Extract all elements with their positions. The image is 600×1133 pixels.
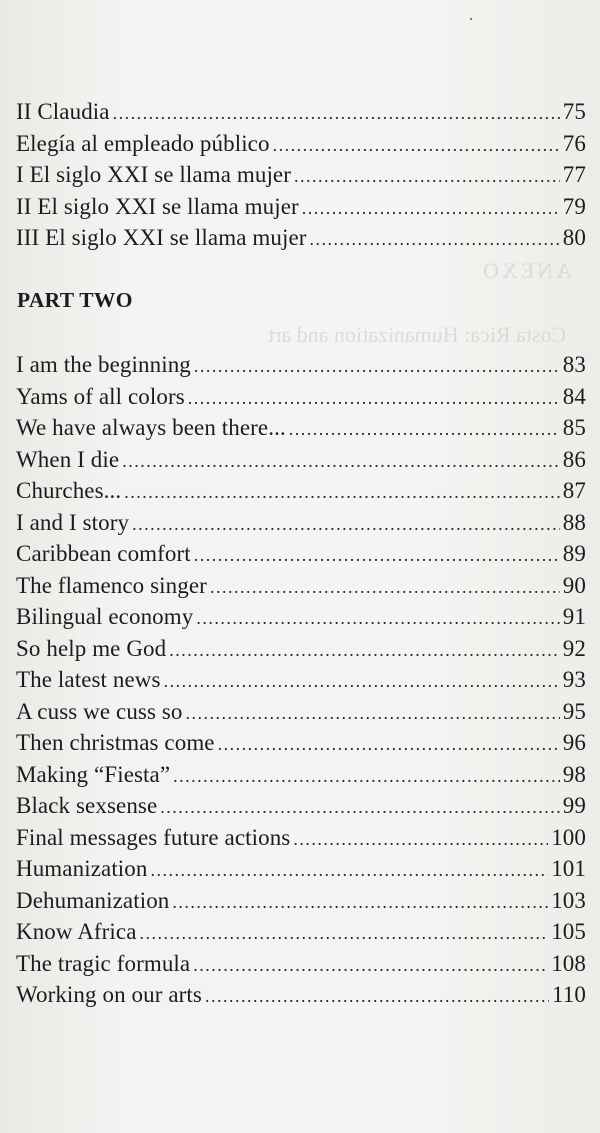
toc-entry xyxy=(16,159,586,191)
toc-entry-page-number: 103 xyxy=(551,887,586,913)
dot-leader xyxy=(113,98,560,130)
toc-entry-page-number: 86 xyxy=(562,446,586,472)
toc-entry-title: Churches... xyxy=(16,478,122,503)
toc-entry-page-number: 89 xyxy=(562,541,586,566)
toc-entry-page-number: 84 xyxy=(562,383,586,409)
bleed-through-anexo: ANEXO xyxy=(480,258,572,283)
toc-entry xyxy=(16,191,586,223)
dot-leader xyxy=(172,887,548,919)
toc-entry xyxy=(16,601,586,633)
toc-entry xyxy=(16,475,586,507)
toc-entry-title: When I die xyxy=(16,446,120,472)
toc-entry-title: Then christmas come xyxy=(16,730,215,755)
toc-entry xyxy=(16,853,586,885)
bleed-through-costa-rica: Costa Rica: Humanization and art xyxy=(268,322,567,347)
toc-entry-title: The tragic formula xyxy=(16,950,191,976)
toc-entry xyxy=(16,222,586,254)
toc-entry xyxy=(16,538,586,570)
part-two-heading: PART TWO xyxy=(17,288,133,312)
dot-leader xyxy=(302,193,560,225)
toc-entry-page-number: 108 xyxy=(551,950,586,976)
toc-entry xyxy=(16,507,586,539)
toc-entry-title: I and I story xyxy=(16,509,130,535)
toc-entry xyxy=(16,948,586,980)
dot-leader xyxy=(122,446,560,478)
toc-entry-page-number: 90 xyxy=(562,572,586,598)
toc-entry-title: Black sexsense xyxy=(16,793,158,818)
dot-leader xyxy=(188,383,560,415)
toc-entry xyxy=(16,412,586,444)
toc-entry-title: Yams of all colors xyxy=(16,383,185,409)
toc-entry xyxy=(16,128,586,160)
dot-leader xyxy=(294,161,560,193)
dot-leader xyxy=(218,729,560,761)
toc-entry-title: We have always been there... xyxy=(16,415,286,440)
toc-entry xyxy=(16,727,586,759)
toc-entry-page-number: 83 xyxy=(562,352,586,377)
toc-entry-title: Elegía al empleado público xyxy=(16,130,270,156)
toc-entry xyxy=(16,381,586,413)
toc-entry-page-number: 95 xyxy=(562,698,586,724)
ink-speck xyxy=(470,18,472,20)
toc-entry-page-number: 77 xyxy=(562,162,586,187)
toc-entry-title: The flamenco singer xyxy=(16,572,207,598)
toc-entry-page-number: 85 xyxy=(562,415,586,440)
toc-entry-title: Caribbean comfort xyxy=(16,541,191,566)
toc-entry xyxy=(16,916,586,948)
dot-leader xyxy=(293,824,548,856)
toc-entry-page-number: 92 xyxy=(562,635,586,661)
toc-entry-title: II El siglo XXI se llama mujer xyxy=(16,193,299,219)
dot-leader xyxy=(124,477,560,509)
dot-leader xyxy=(210,572,560,604)
dot-leader xyxy=(194,540,560,572)
dot-leader xyxy=(310,224,560,256)
toc-entry-title: Bilingual economy xyxy=(16,604,194,629)
dot-leader xyxy=(151,855,549,887)
toc-entry-page-number: 93 xyxy=(562,667,586,692)
toc-entry xyxy=(16,633,586,665)
dot-leader xyxy=(194,351,560,383)
toc-entry-page-number: 110 xyxy=(552,982,586,1007)
toc-entry-title: Humanization xyxy=(16,856,148,881)
toc-entry xyxy=(16,444,586,476)
toc-entry xyxy=(16,96,586,128)
dot-leader xyxy=(132,509,560,541)
toc-entry-title: I El siglo XXI se llama mujer xyxy=(16,162,292,187)
toc-entry-title: Working on our arts xyxy=(16,982,202,1007)
toc-entry-title: II Claudia xyxy=(16,99,110,124)
toc-entry-title: The latest news xyxy=(16,667,161,692)
toc-entry xyxy=(16,759,586,791)
toc-entry-page-number: 99 xyxy=(562,793,586,818)
toc-entry-page-number: 80 xyxy=(562,225,586,250)
dot-leader xyxy=(169,635,560,667)
dot-leader xyxy=(273,130,560,162)
toc-entry-page-number: 79 xyxy=(562,193,586,219)
toc-entry xyxy=(16,790,586,822)
toc-entry-title: Dehumanization xyxy=(16,887,170,913)
toc-list-part-two xyxy=(16,349,586,1011)
toc-entry-page-number: 91 xyxy=(562,604,586,629)
toc-entry-title: So help me God xyxy=(16,635,167,661)
toc-entry-title: III El siglo XXI se llama mujer xyxy=(16,225,307,250)
toc-entry-title: I am the beginning xyxy=(16,352,191,377)
toc-entry xyxy=(16,570,586,602)
toc-entry xyxy=(16,349,586,381)
dot-leader xyxy=(186,698,560,730)
dot-leader xyxy=(164,666,560,698)
dot-leader xyxy=(140,918,549,950)
dot-leader xyxy=(160,792,560,824)
toc-entry-page-number: 88 xyxy=(562,509,586,535)
toc-entry-page-number: 105 xyxy=(551,919,586,944)
toc-entry xyxy=(16,822,586,854)
toc-entry-title: Final messages future actions xyxy=(16,824,291,850)
toc-entry xyxy=(16,664,586,696)
toc-entry-title: Know Africa xyxy=(16,919,137,944)
toc-entry-page-number: 87 xyxy=(562,478,586,503)
dot-leader xyxy=(173,761,560,793)
dot-leader xyxy=(193,950,548,982)
toc-entry xyxy=(16,885,586,917)
toc-entry-page-number: 96 xyxy=(562,730,586,755)
dot-leader xyxy=(205,981,549,1013)
dot-leader xyxy=(289,414,560,446)
toc-entry-title: A cuss we cuss so xyxy=(16,698,183,724)
toc-entry-page-number: 98 xyxy=(562,761,586,787)
toc-entry-page-number: 75 xyxy=(562,99,586,124)
toc-entry-page-number: 100 xyxy=(551,824,586,850)
toc-entry-page-number: 101 xyxy=(551,856,586,881)
toc-entry xyxy=(16,696,586,728)
toc-entry-page-number: 76 xyxy=(562,130,586,156)
toc-entry-title: Making “Fiesta” xyxy=(16,761,171,787)
toc-entry xyxy=(16,979,586,1011)
toc-list-top xyxy=(16,96,586,254)
dot-leader xyxy=(196,603,559,635)
